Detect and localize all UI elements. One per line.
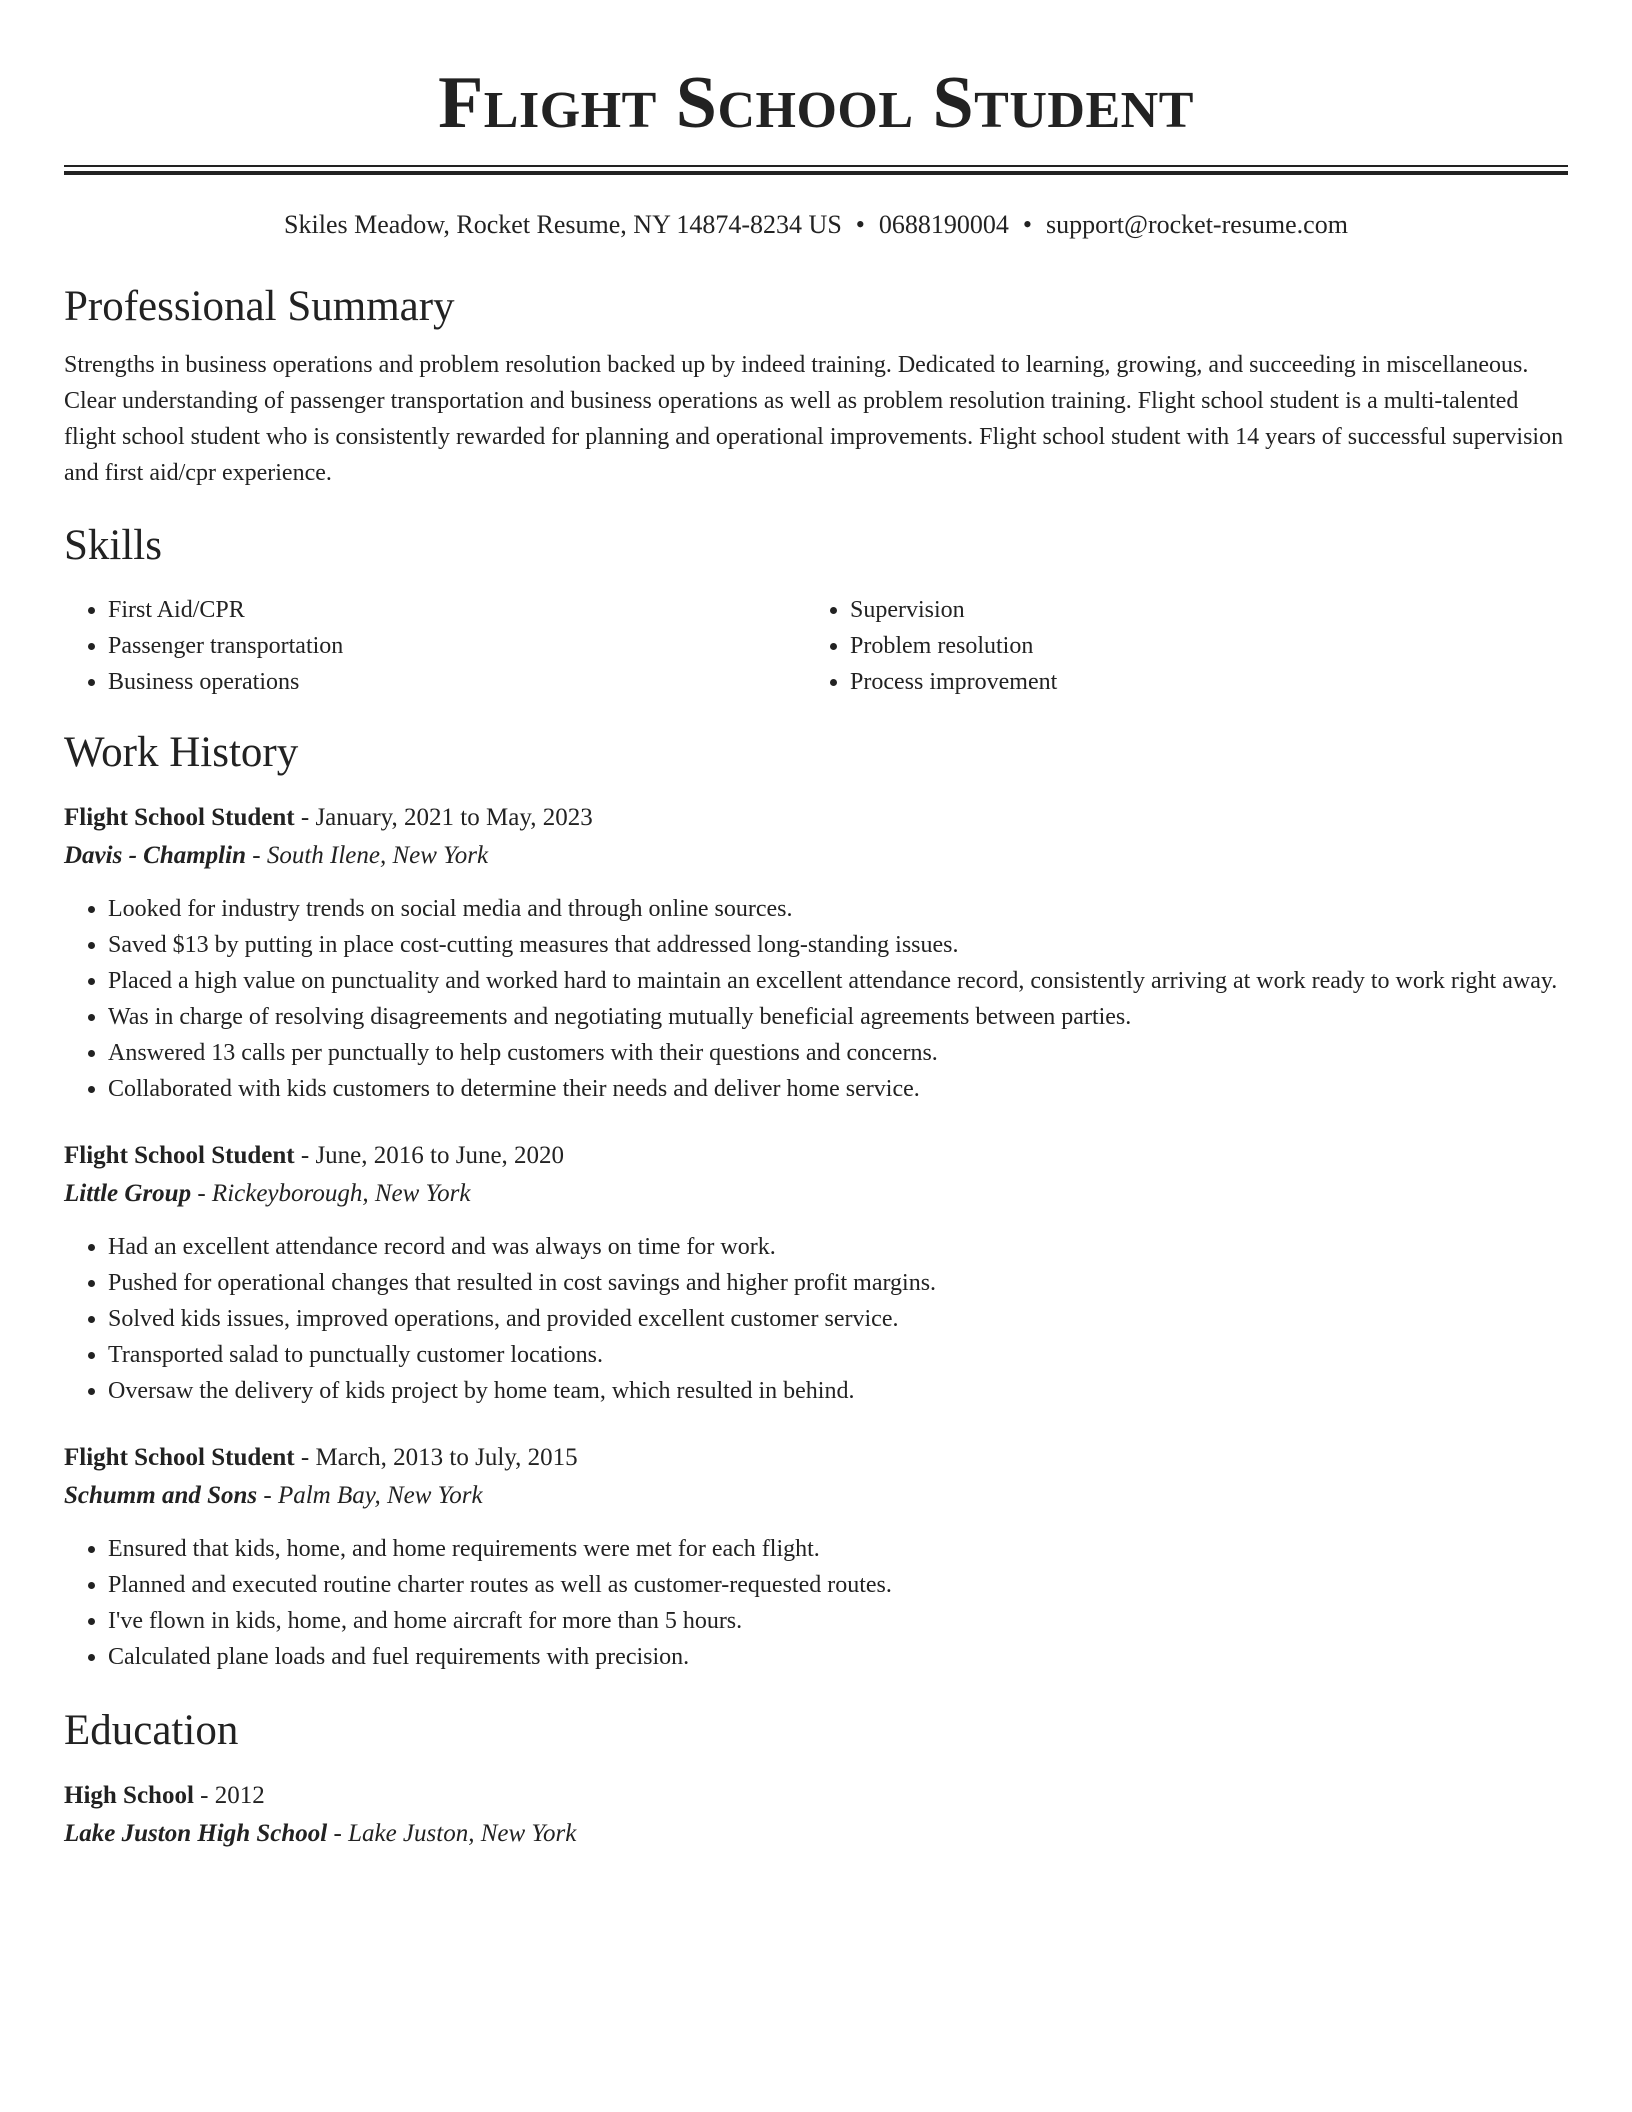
skills-grid xyxy=(64,592,1568,700)
job-dates: March, 2013 to July, 2015 xyxy=(315,1444,578,1471)
job-bullet: • Was in charge of resolving disagreements and negotiating mutually beneficial agreements between parties. xyxy=(108,999,1568,1035)
skill-item: • Supervision xyxy=(850,592,1548,628)
skills-heading: Skills xyxy=(64,522,162,569)
job-bullet: • Ensured that kids, home, and home requirements were met for each flight. xyxy=(108,1531,1568,1567)
job-bullet: • Pushed for operational changes that resulted in cost savings and higher profit margins. xyxy=(108,1265,1568,1301)
job-entry xyxy=(64,799,1568,1107)
job-dash: - xyxy=(245,842,267,869)
work-history-heading: Work History xyxy=(64,729,299,776)
job-dash: - xyxy=(191,1180,212,1207)
job-title-line xyxy=(64,1137,1568,1175)
skill-item: • First Aid/CPR xyxy=(108,592,806,628)
job-company: Schumm and Sons xyxy=(64,1482,258,1509)
education-entry xyxy=(64,1777,1568,1853)
job-role: Flight School Student xyxy=(64,804,295,831)
skill-item: • Business operations xyxy=(108,664,806,700)
job-bullet: • Answered 13 calls per punctually to help customers with their questions and concerns. xyxy=(108,1035,1568,1071)
education-dash: - xyxy=(193,1782,215,1809)
contact-line xyxy=(64,209,1568,241)
education-school: Lake Juston High School xyxy=(64,1820,328,1847)
education-location: Lake Juston, New York xyxy=(348,1820,577,1847)
contact-separator: • xyxy=(855,210,865,239)
job-bullet: • Solved kids issues, improved operations, and provided excellent customer service. xyxy=(108,1301,1568,1337)
job-company-line xyxy=(64,1477,1568,1515)
education-school-line xyxy=(64,1815,1568,1853)
skills-column-right xyxy=(806,592,1548,700)
job-dash: - xyxy=(294,1142,316,1169)
skill-item: • Passenger transportation xyxy=(108,628,806,664)
job-location: South Ilene, New York xyxy=(266,842,489,869)
job-bullet: • Looked for industry trends on social media and through online sources. xyxy=(108,891,1568,927)
job-bullet: • Planned and executed routine charter routes as well as customer-requested routes. xyxy=(108,1567,1568,1603)
skill-item: • Problem resolution xyxy=(850,628,1548,664)
skills-column-left xyxy=(64,592,806,700)
resume-name: Flight School Student xyxy=(438,62,1194,144)
summary-text: Strengths in business operations and problem resolution backed up by indeed training. Dedicated to learning, growing, and succeeding in miscellaneous. Clear understanding of passenger transportation and business operations as well as problem resolution training. Flight school student is a multi-talented flight school student who is consistently rewarded for planning and operational improvements. Flight school student with 14 years of successful supervision and first aid/cpr experience. xyxy=(64,352,1564,486)
job-bullet: • Oversaw the delivery of kids project by home team, which resulted in behind. xyxy=(108,1373,1568,1409)
job-bullet: • Had an excellent attendance record and was always on time for work. xyxy=(108,1229,1568,1265)
job-bullet: • Placed a high value on punctuality and worked hard to maintain an excellent attendance record, consistently arriving at work ready to work right away. xyxy=(108,963,1568,999)
job-dates: January, 2021 to May, 2023 xyxy=(315,804,593,831)
job-bullets xyxy=(64,891,1568,1107)
job-bullets xyxy=(64,1229,1568,1409)
job-dash: - xyxy=(257,1482,278,1509)
job-dates: June, 2016 to June, 2020 xyxy=(315,1142,565,1169)
job-bullet: • Collaborated with kids customers to determine their needs and deliver home service. xyxy=(108,1071,1568,1107)
header-divider xyxy=(64,165,1568,175)
education-heading: Education xyxy=(64,1707,239,1754)
contact-phone: 0688190004 xyxy=(878,210,1009,239)
job-company-line xyxy=(64,1175,1568,1213)
contact-separator: • xyxy=(1022,210,1033,239)
job-dash: - xyxy=(294,1444,316,1471)
education-degree-line xyxy=(64,1777,1568,1815)
education-year: 2012 xyxy=(214,1782,265,1809)
contact-address: Skiles Meadow, Rocket Resume, NY 14874-8234 US xyxy=(284,210,842,239)
job-role: Flight School Student xyxy=(64,1142,295,1169)
job-company: Davis - Champlin xyxy=(64,842,246,869)
job-company: Little Group xyxy=(64,1180,192,1207)
job-title-line xyxy=(64,799,1568,837)
contact-email: support@rocket-resume.com xyxy=(1046,210,1348,239)
education-degree: High School xyxy=(64,1782,194,1809)
job-title-line xyxy=(64,1439,1568,1477)
job-bullet: • Saved $13 by putting in place cost-cutting measures that addressed long-standing issues. xyxy=(108,927,1568,963)
job-dash: - xyxy=(294,804,316,831)
job-role: Flight School Student xyxy=(64,1444,295,1471)
job-entry xyxy=(64,1137,1568,1409)
job-bullet: • Transported salad to punctually customer locations. xyxy=(108,1337,1568,1373)
summary-heading: Professional Summary xyxy=(64,283,455,330)
education-dash: - xyxy=(327,1820,349,1847)
job-location: Palm Bay, New York xyxy=(277,1482,483,1509)
job-bullet: • Calculated plane loads and fuel requirements with precision. xyxy=(108,1639,1568,1675)
job-location: Rickeyborough, New York xyxy=(211,1180,471,1207)
job-entry xyxy=(64,1439,1568,1675)
skill-item: • Process improvement xyxy=(850,664,1548,700)
job-company-line xyxy=(64,837,1568,875)
job-bullets xyxy=(64,1531,1568,1675)
job-bullet: • I've flown in kids, home, and home aircraft for more than 5 hours. xyxy=(108,1603,1568,1639)
